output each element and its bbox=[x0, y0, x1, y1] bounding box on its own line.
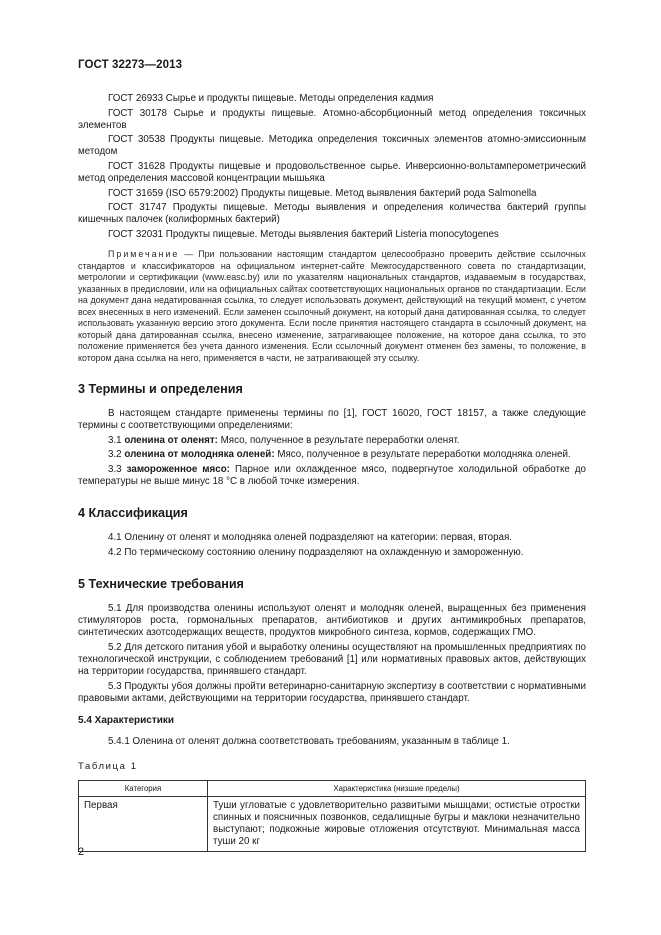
term-definition-text: Мясо, полученное в результате переработки оленят. bbox=[217, 434, 460, 446]
term-number: 3.3 bbox=[108, 463, 127, 475]
subsection-paragraph: 5.4.1 Оленина от оленят должна соответствовать требованиям, указанным в таблице 1. bbox=[108, 736, 510, 748]
reference-item: ГОСТ 32031 Продукты пищевые. Методы выявления бактерий Listeria monocytogenes bbox=[108, 228, 499, 240]
section-5-paragraph: 5.3 Продукты убоя должны пройти ветеринарно-санитарную экспертизу в соответствии с нормативными правовыми актами, действующими на территории государства, принявшего стандарт. bbox=[78, 680, 586, 704]
term-name: замороженное мясо: bbox=[126, 463, 230, 475]
section-4-paragraph: 4.2 По термическому состоянию оленину подразделяют на охлажденную и замороженную. bbox=[108, 546, 524, 558]
table-row bbox=[79, 797, 586, 852]
subsection-heading: 5.4 Характеристики bbox=[78, 715, 175, 727]
term-definition-text: Парное или охлажденное мясо, подвергнутое холодильной обработке до температуры не выше минус 18 °С в любой точке измерения. bbox=[78, 463, 587, 487]
page-content bbox=[78, 93, 586, 852]
table-header-characteristic: Характеристика (низшие пределы) bbox=[208, 781, 586, 797]
table-caption: Таблица 1 bbox=[78, 761, 138, 773]
reference-item: ГОСТ 26933 Сырье и продукты пищевые. Методы определения кадмия bbox=[108, 93, 434, 104]
reference-item: ГОСТ 30538 Продукты пищевые. Методика определения токсичных элементов атомно-эмиссионным методом bbox=[78, 134, 586, 158]
term-number: 3.1 bbox=[108, 434, 125, 446]
reference-item: ГОСТ 31659 (ISO 6579:2002) Продукты пищевые. Метод выявления бактерий рода Salmonella bbox=[108, 187, 537, 199]
term-definition-text: Мясо, полученное в результате переработки молодняка оленей. bbox=[274, 449, 571, 461]
table-header-row bbox=[79, 781, 586, 797]
reference-item: ГОСТ 31747 Продукты пищевые. Методы выявления и определения количества бактерий группы кишечных палочек (колиформных бактерий) bbox=[78, 202, 586, 226]
reference-note bbox=[78, 249, 586, 364]
document-header: ГОСТ 32273—2013 bbox=[78, 59, 183, 71]
term-definition bbox=[78, 464, 586, 488]
term-number: 3.2 bbox=[108, 449, 125, 461]
section-4-heading: 4 Классификация bbox=[78, 506, 188, 521]
table-cell-description: Туши угловатые с удовлетворительно развитыми мышцами; остистые отростки спинных и поясничных позвонков, седалищные бугры и маклоки незначительно выступают; подкожные жировые отложения отсутствуют. Минимальная масса туши 20 кг bbox=[208, 797, 586, 852]
page-number: 2 bbox=[78, 846, 85, 858]
section-5-paragraph: 5.1 Для производства оленины используют оленят и молодняк оленей, выращенных без применения стимуляторов роста, гормональных препаратов, антибиотиков и других антимикробных препаратов, синтетических азотсодержащих веществ, продуктов микробного синтеза, кормов, содержащих ГМО. bbox=[78, 602, 586, 639]
term-definition bbox=[78, 435, 586, 447]
term-definition bbox=[78, 449, 586, 461]
section-4-paragraph: 4.1 Оленину от оленят и молодняка оленей подразделяют на категории: первая, вторая. bbox=[108, 532, 513, 544]
table-cell-category: Первая bbox=[79, 797, 208, 852]
section-5-heading: 5 Технические требования bbox=[78, 576, 244, 591]
reference-item: ГОСТ 31628 Продукты пищевые и продовольственное сырье. Инверсионно-вольтамперометрический метод определения массовой концентрации мышьяка bbox=[78, 160, 586, 185]
note-text: — При пользовании настоящим стандартом целесообразно проверить действие ссылочных стандартов и классификаторов на официальном интернет-сайте Межгосударственного совета по стандартизации, метрологии и сертификации (www.easc.by) или по указателям национальных стандартов, издаваемым в государствах, указанных в предисловии, или на официальных сайтах соответствующих национальных органов по стандартизации. Если на документ дана недатированная ссылка, то следует использовать документ, действующий на текущий момент, с учетом всех внесенных в него изменений. Если заменен ссылочный документ, на который дана датированная ссылка, то следует использовать указанную версию этого документа. Если после принятия настоящего стандарта в ссылочный документ, на который дана датированная ссылка, внесено изменение, затрагивающее положение, на которое дана ссылка, то это положение применяется без учета данного изменения. Если ссылочный документ отменен без замены, то положение, в котором дана ссылка на него, применяется в части, не затрагивающей эту ссылку. bbox=[78, 249, 586, 363]
note-label: Примечание bbox=[108, 249, 180, 260]
section-5-paragraph: 5.2 Для детского питания убой и выработку оленины осуществляют на промышленных предприятиях по технологической инструкции, с соблюдением требований [1] или нормативных правовых актов, действующих на территории государства, принявшего стандарт. bbox=[78, 641, 586, 678]
reference-item: ГОСТ 30178 Сырье и продукты пищевые. Атомно-абсорбционный метод определения токсичных элементов bbox=[78, 107, 586, 131]
term-name: оленина от оленят: bbox=[124, 434, 218, 446]
section-3-intro: В настоящем стандарте применены термины по [1], ГОСТ 16020, ГОСТ 18157, а также следующие термины с соответствующими определениями: bbox=[78, 408, 586, 432]
characteristics-table bbox=[78, 780, 586, 852]
table-header-category: Категория bbox=[79, 781, 208, 797]
section-3-heading: 3 Термины и определения bbox=[78, 382, 243, 397]
term-name: оленина от молодняка оленей: bbox=[124, 449, 275, 461]
